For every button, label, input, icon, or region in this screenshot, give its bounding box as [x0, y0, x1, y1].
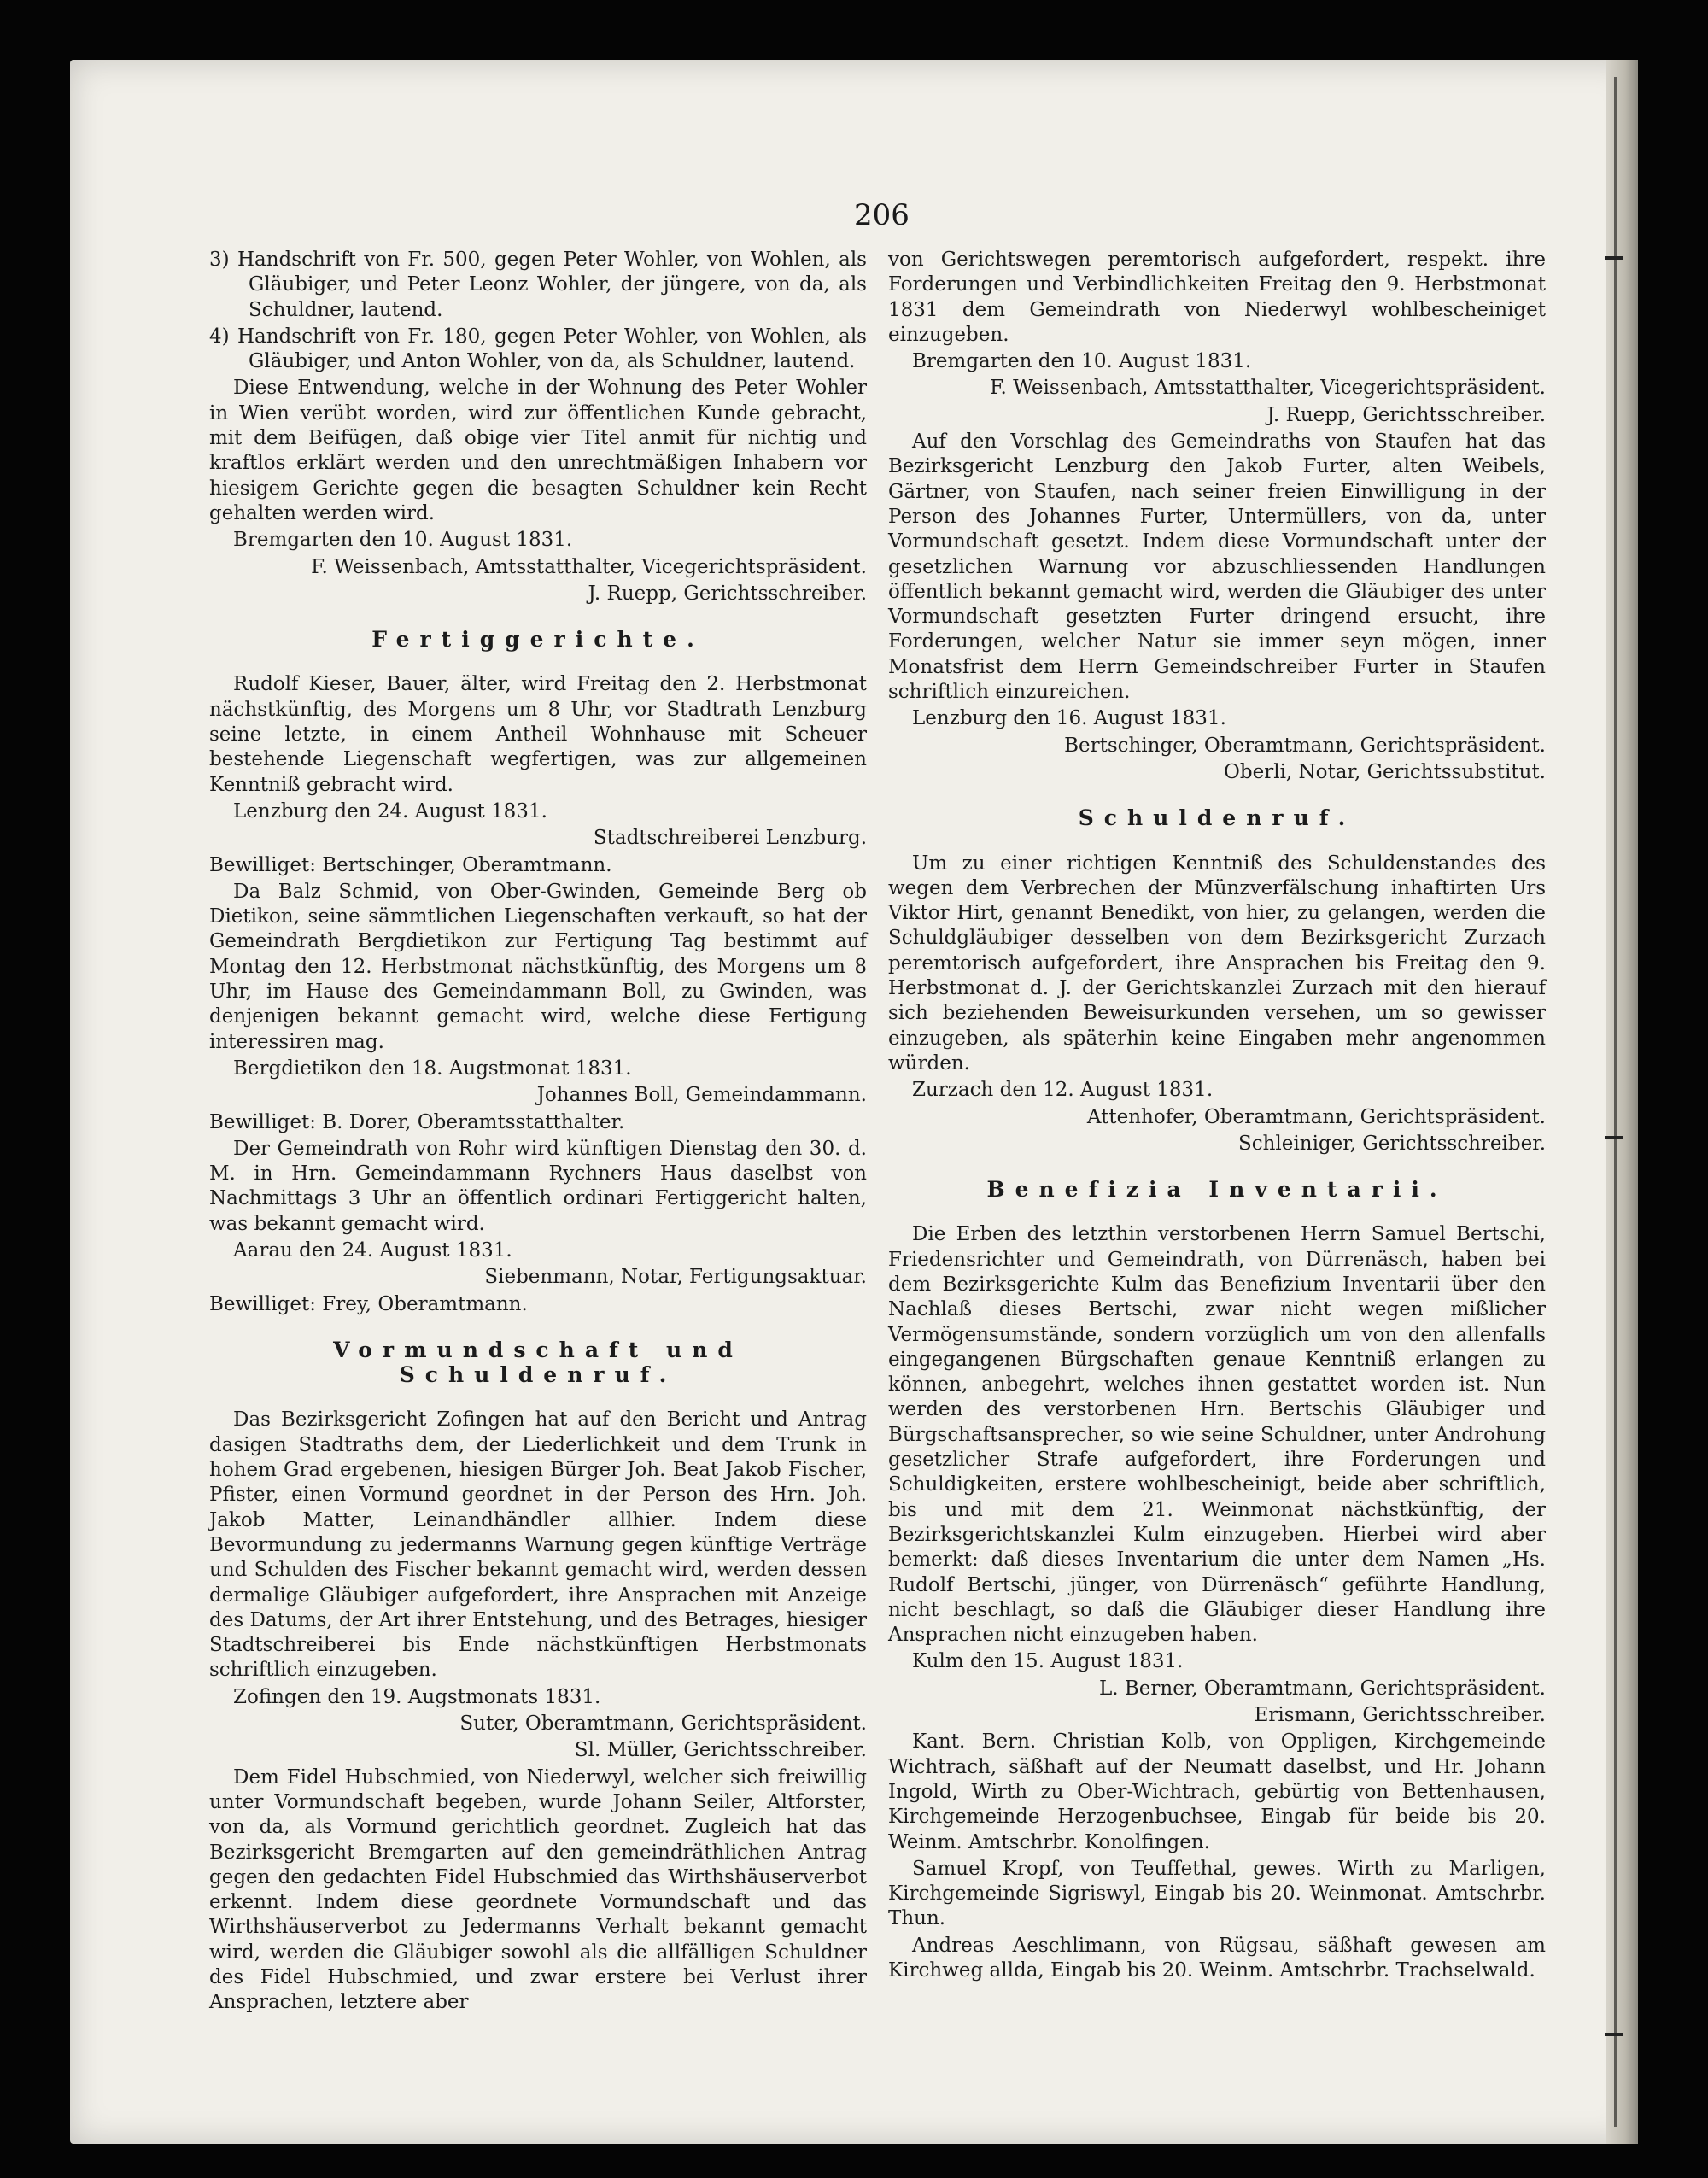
- binding-stitch: [1605, 2033, 1623, 2036]
- paragraph: Bewilliget: Bertschinger, Oberamtmann.: [209, 853, 612, 876]
- paragraph: Dem Fidel Hubschmied, von Niederwyl, welcher sich freiwillig unter Vormundschaft begeben, wurde Johann Seiler, Altforster, von da, als Vormund gerichtlich geordnet. Zugleich hat das Bezirksgericht Bremgarten auf den gemeindräthlichen Antrag gegen den gedachten Fidel Hubschmied das Wirthshäuserverbot erkennt. Indem diese geordnete Vormundschaft und das Wirthshäuserverbot zu Jedermanns Verhalt bekannt gemacht wird, werden die Gläubiger sowohl als die allfälligen Schuldner des Fidel Hubschmied, und zwar erstere bei Verlust ihrer Ansprachen, letztere aber: [209, 1765, 867, 2014]
- paragraph: Um zu einer richtigen Kenntniß des Schuldenstandes des wegen dem Verbrechen der Münzverfälschung inhaftirten Urs Viktor Hirt, genannt Benedikt, von hier, zu gelangen, werden die Schuldgläubiger desselben von dem Bezirksgericht Zurzach peremtorisch aufgefordert, ihre Ansprachen bis Freitag den 9. Herbstmonat d. J. der Gerichtskanzlei Zurzach mit den hierauf sich beziehenden Beweisurkunden versehen, um so gewisser einzugeben, als späterhin keine Eingaben mehr angenommen würden.: [888, 852, 1546, 1074]
- left-column: [209, 248, 867, 2017]
- paragraph: Bewilliget: Frey, Oberamtmann.: [209, 1292, 528, 1315]
- paragraph: Die Erben des letzthin verstorbenen Herrn Samuel Bertschi, Friedensrichter und Gemeindrath, von Dürrenäsch, haben bei dem Bezirksgerichte Kulm das Benefizium Inventarii über den Nachlaß dieses Bertschi, zwar nicht wegen mißlicher Vermögensumstände, sondern vorzüglich um von den allenfalls eingegangenen Bürgschaften genaue Kenntniß erlangen zu können, anbegehrt, welches ihnen gestattet worden ist. Nun werden des verstorbenen Hrn. Bertschis Gläubiger und Bürgschaftsansprecher, so wie seine Schuldner, unter Androhung gesetzlicher Strafe aufgefordert, ihre Forderungen und Schuldigkeiten, erstere wohlbescheinigt, beide aber schriftlich, bis und mit dem 21. Weinmonat nächstkünftig, der Bezirksgerichtskanzlei Kulm einzugeben. Hierbei wird aber bemerkt: daß dieses Inventarium die unter dem Namen „Hs. Rudolf Bertschi, jünger, von Dürrenäsch“ geführte Handlung, nicht beschlagt, so daß die Gläubiger dieser Handlung ihre Ansprachen nicht einzugeben haben.: [888, 1223, 1546, 1647]
- section-heading: Vormundschaft und Schuldenruf.: [333, 1337, 743, 1388]
- paragraph: Zofingen den 19. Augstmonats 1831.: [233, 1685, 601, 1708]
- signature-line: Sl. Müller, Gerichtsschreiber.: [574, 1739, 867, 1762]
- signature-line: Erismann, Gerichtsschreiber.: [1254, 1704, 1546, 1727]
- paragraph: Auf den Vorschlag des Gemeindraths von Staufen hat das Bezirksgericht Lenzburg den Jakob Furter, alten Weibels, Gärtner, von Staufen, nach seiner freien Einwilligung in der Person des Johannes Furter, Untermüllers, von da, unter Vormundschaft gesetzt. Indem diese Vormundschaft unter der gesetzlichen Warnung vor abzuschliessenden Handlungen öffentlich bekannt gemacht wird, werden die Gläubiger des unter Vormundschaft gesetzten Furter dringend ersucht, ihre Forderungen, welcher Natur sie immer seyn mögen, inner Monatsfrist dem Herrn Gemeindschreiber Furter in Staufen schriftlich einzureichen.: [888, 430, 1546, 704]
- paragraph: Bergdietikon den 18. Augstmonat 1831.: [233, 1057, 632, 1080]
- signature-line: Bertschinger, Oberamtmann, Gerichtspräsident.: [1064, 734, 1546, 757]
- spine-edge: [1614, 77, 1617, 2127]
- paragraph: Lenzburg den 24. August 1831.: [233, 799, 547, 823]
- paragraph: Das Bezirksgericht Zofingen hat auf den Bericht und Antrag dasigen Stadtraths dem, der Liederlichkeit und dem Trunk in hohem Grad ergebenen, hiesigen Bürger Joh. Beat Jakob Fischer, Pfister, einen Vormund geordnet in der Person des Hrn. Joh. Jakob Matter, Leinandhändler allhier. Indem diese Bevormundung zu jedermanns Warnung gegen künftige Verträge und Schulden des Fischer bekannt gemacht wird, werden dessen dermalige Gläubiger aufgefordert, ihre Ansprachen mit Anzeige des Datums, der Art ihrer Entstehung, und des Betrages, hiesiger Stadtschreiberei bis Ende nächstkünftigen Herbstmonats schriftlich einzugeben.: [209, 1408, 867, 1682]
- signature-line: J. Ruepp, Gerichtsschreiber.: [588, 582, 867, 605]
- paragraph: 3) Handschrift von Fr. 500, gegen Peter Wohler, von Wohlen, als Gläubiger, und Peter Leonz Wohler, der jüngere, von da, als Schuldner, lautend.: [209, 249, 867, 321]
- signature-line: Stadtschreiberei Lenzburg.: [593, 827, 867, 850]
- paragraph: Da Balz Schmid, von Ober-Gwinden, Gemeinde Berg ob Dietikon, seine sämmtlichen Liegenschaften verkauft, so hat der Gemeindrath Bergdietikon zur Fertigung Tag bestimmt auf Montag den 12. Herbstmonat nächstkünftig, des Morgens um 8 Uhr, im Hause des Gemeindammann Boll, zu Gwinden, was denjenigen bekannt gemacht wird, welche diese Fertigung interessiren mag.: [209, 880, 867, 1053]
- signature-line: Siebenmann, Notar, Fertigungsaktuar.: [484, 1266, 867, 1289]
- paragraph: Andreas Aeschlimann, von Rügsau, säßhaft gewesen am Kirchweg allda, Eingab bis 20. Weinm. Amtschrbr. Trachselwald.: [888, 1934, 1546, 1982]
- paragraph: Samuel Kropf, von Teuffethal, gewes. Wirth zu Marligen, Kirchgemeinde Sigriswyl, Eingab bis 20. Weinmonat. Amtschrbr. Thun.: [888, 1857, 1546, 1930]
- paragraph: Zurzach den 12. August 1831.: [912, 1079, 1214, 1102]
- binding-stitch: [1605, 1136, 1623, 1139]
- paragraph: Rudolf Kieser, Bauer, älter, wird Freitag den 2. Herbstmonat nächstkünftig, des Morgens um 8 Uhr, vor Stadtrath Lenzburg seine letzte, in einem Antheil Wohnhause mit Scheuer bestehende Liegenschaft wegfertigen, was zur allgemeinen Kenntniß gebracht wird.: [209, 673, 867, 796]
- binding-stitch: [1605, 256, 1623, 260]
- section-heading: Schuldenruf.: [1078, 805, 1356, 831]
- paragraph: Der Gemeindrath von Rohr wird künftigen Dienstag den 30. d. M. in Hrn. Gemeindammann Rychners Haus daselbst von Nachmittags 3 Uhr an öffentlich ordinari Fertiggericht halten, was bekannt gemacht wird.: [209, 1137, 867, 1235]
- paragraph: Kant. Bern. Christian Kolb, von Oppligen, Kirchgemeinde Wichtrach, säßhaft auf der Neumatt daselbst, und Hr. Johann Ingold, Wirth zu Ober-Wichtrach, gebürtig von Bettenhausen, Kirchgemeinde Herzogenbuchsee, Eingab für beide bis 20. Weinm. Amtschrbr. Konolfingen.: [888, 1730, 1546, 1853]
- paragraph: Kulm den 15. August 1831.: [912, 1650, 1184, 1673]
- book-spine: [1606, 60, 1638, 2144]
- right-column: [888, 248, 1546, 1985]
- paragraph: 4) Handschrift von Fr. 180, gegen Peter Wohler, von Wohlen, als Gläubiger, und Anton Wohler, von da, als Schuldner, lautend.: [209, 325, 867, 373]
- signature-line: Schleiniger, Gerichtsschreiber.: [1237, 1132, 1546, 1155]
- signature-line: Johannes Boll, Gemeindammann.: [536, 1084, 867, 1107]
- paragraph: Bremgarten den 10. August 1831.: [233, 529, 573, 552]
- signature-line: Suter, Oberamtmann, Gerichtspräsident.: [459, 1713, 867, 1736]
- paragraph: von Gerichtswegen peremtorisch aufgefordert, respekt. ihre Forderungen und Verbindlichkeiten Freitag den 9. Herbstmonat 1831 dem Gemeindrath von Niederwyl wohlbescheiniget einzugeben.: [888, 249, 1546, 346]
- page-number: 206: [854, 198, 910, 232]
- paragraph: Lenzburg den 16. August 1831.: [912, 707, 1226, 730]
- paragraph: Diese Entwendung, welche in der Wohnung des Peter Wohler in Wien verübt worden, wird zur öffentlichen Kunde gebracht, mit dem Beifügen, daß obige vier Titel anmit für nichtig und kraftlos erklärt werden und den unrechtmäßigen Inhabern vor hiesigem Gerichte gegen die besagten Schuldner kein Recht gehalten werden wird.: [209, 377, 867, 524]
- signature-line: Attenhofer, Oberamtmann, Gerichtspräsident.: [1086, 1105, 1546, 1128]
- signature-line: F. Weissenbach, Amtsstatthalter, Vicegerichtspräsident.: [990, 377, 1546, 400]
- paragraph: Bremgarten den 10. August 1831.: [912, 350, 1252, 373]
- signature-line: Oberli, Notar, Gerichtssubstitut.: [1224, 760, 1546, 783]
- signature-line: F. Weissenbach, Amtsstatthalter, Vicegerichtspräsident.: [311, 555, 867, 578]
- section-heading: Benefizia Inventarii.: [986, 1177, 1448, 1203]
- signature-line: J. Ruepp, Gerichtsschreiber.: [1266, 403, 1546, 426]
- paragraph: Aarau den 24. August 1831.: [233, 1238, 512, 1262]
- paragraph: Bewilliget: B. Dorer, Oberamtsstatthalter.: [209, 1110, 625, 1133]
- signature-line: L. Berner, Oberamtmann, Gerichtspräsident.: [1098, 1677, 1546, 1700]
- section-heading: Fertiggerichte.: [371, 627, 705, 653]
